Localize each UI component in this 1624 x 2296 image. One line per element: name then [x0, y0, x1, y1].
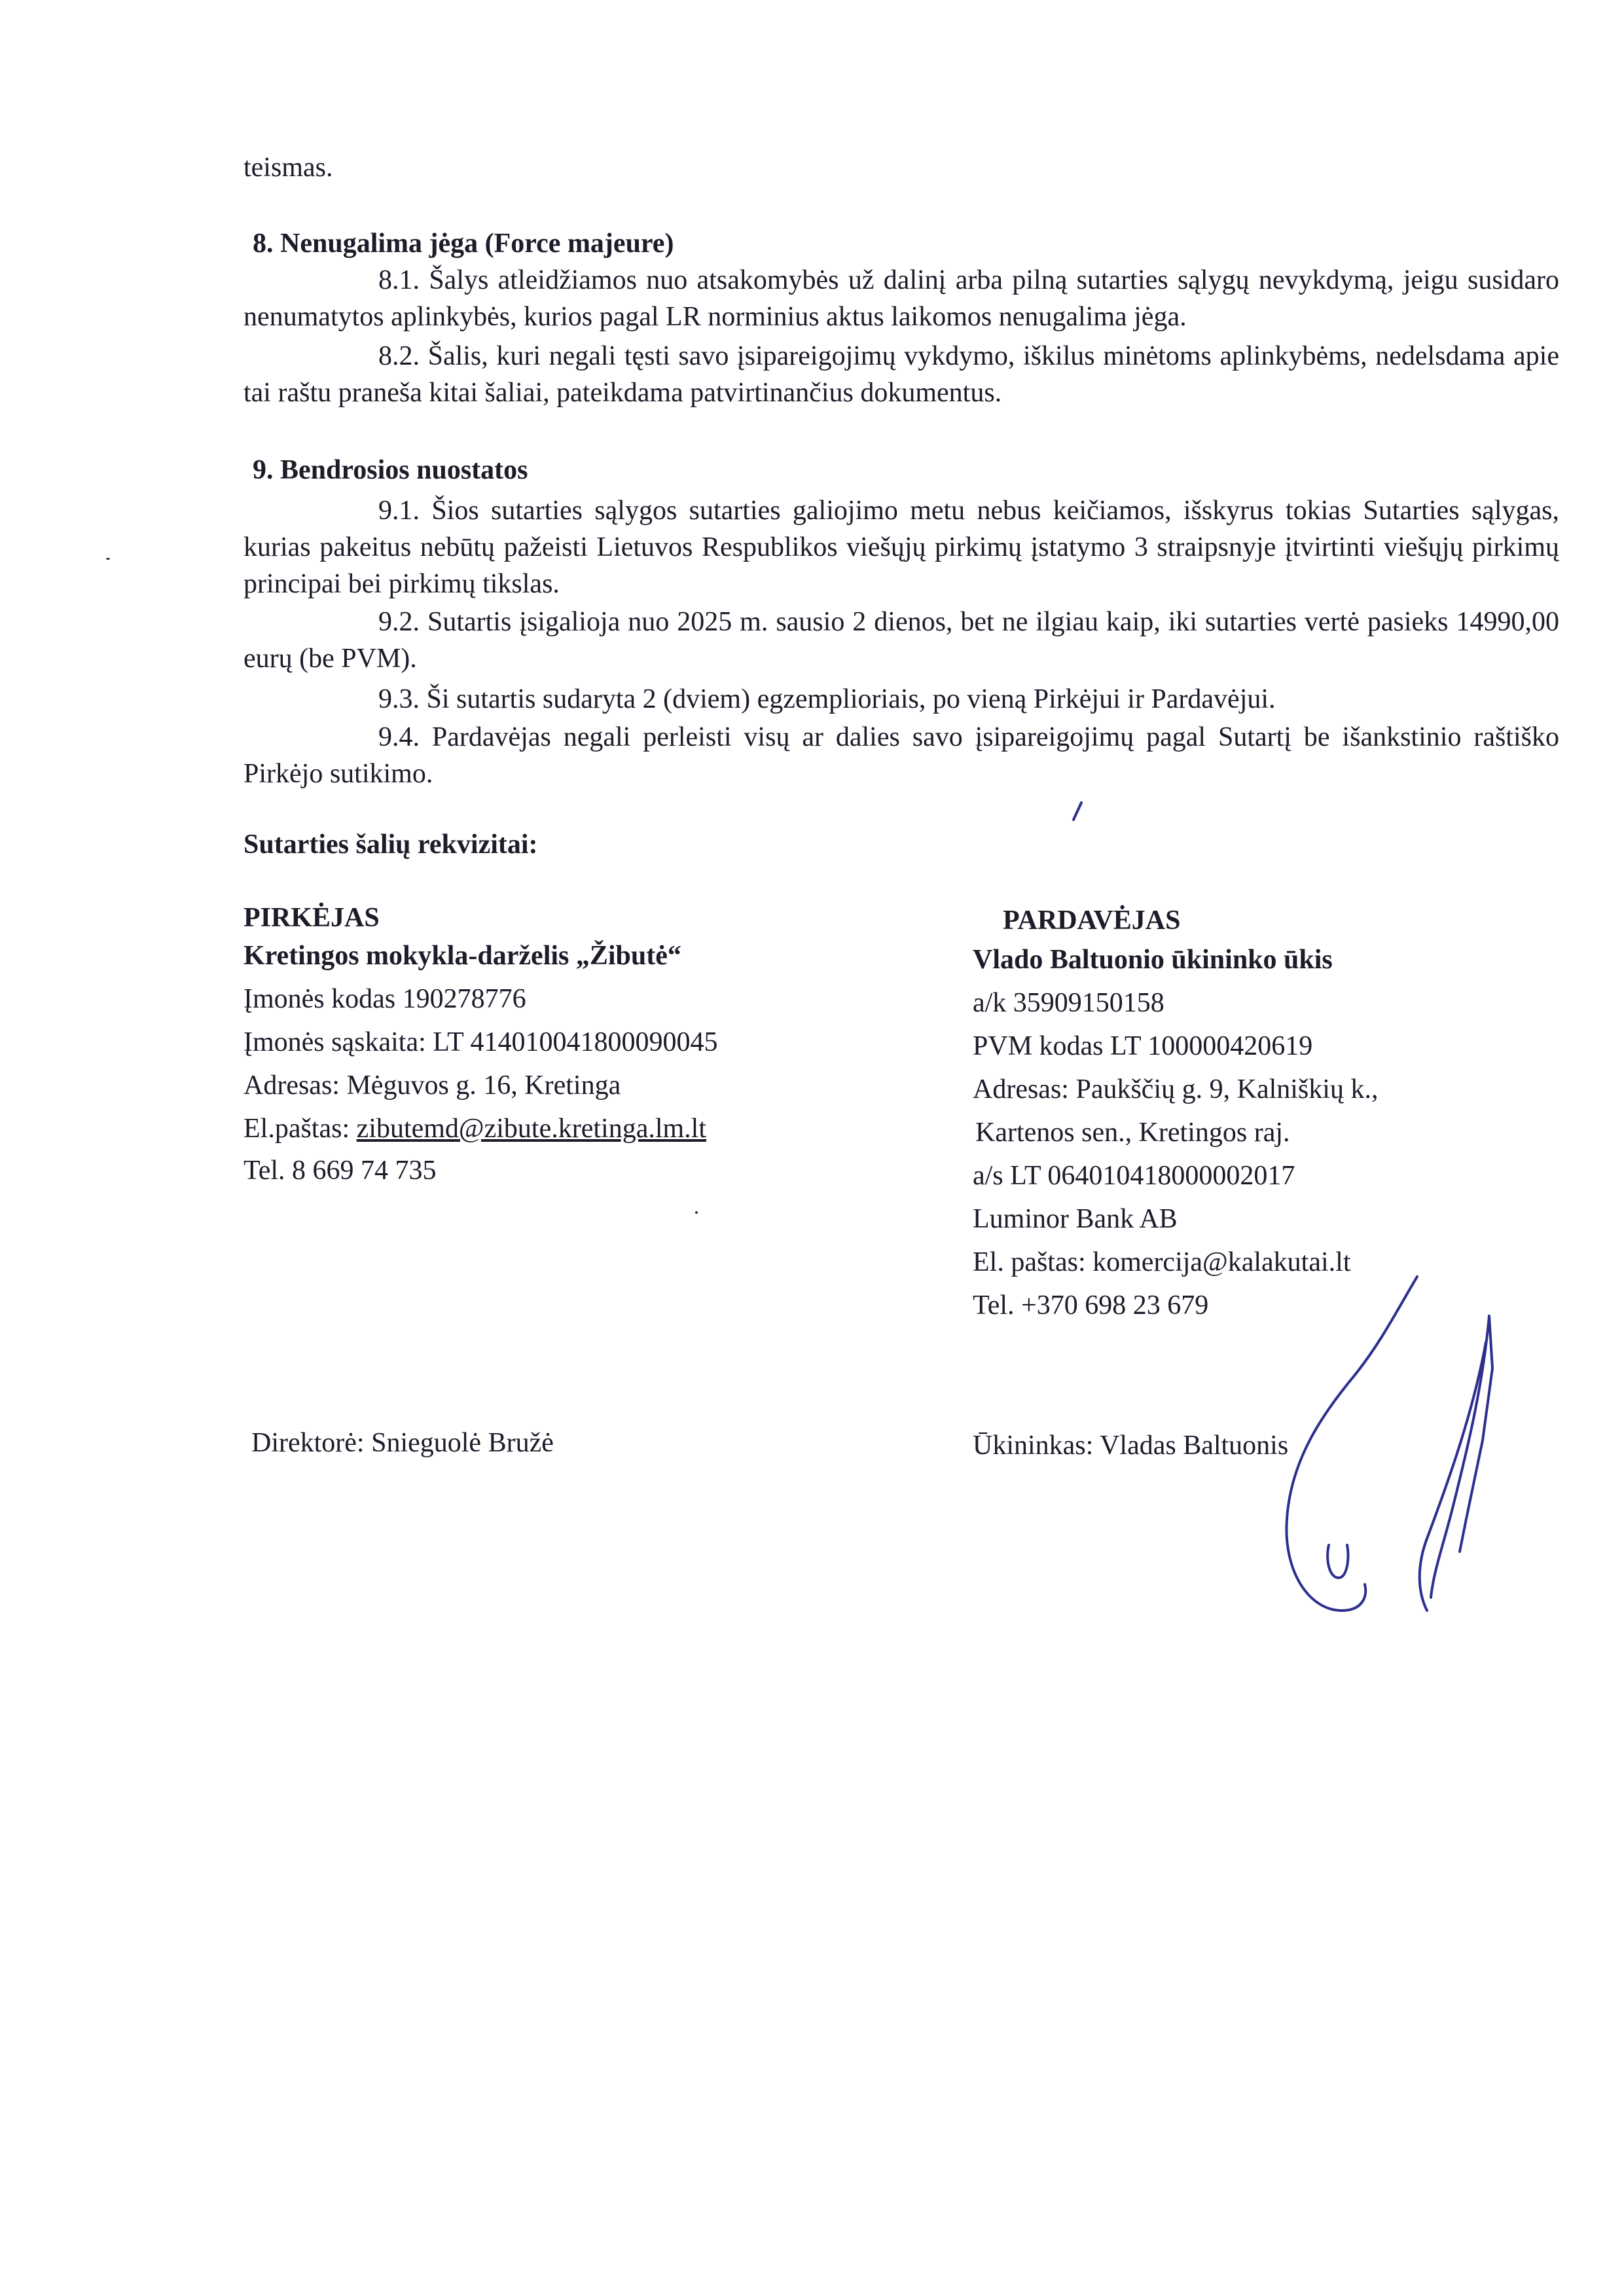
buyer-email-label: El.paštas:: [244, 1114, 357, 1144]
buyer-name: Kretingos mokykla-darželis „Žibutė“: [244, 941, 681, 971]
seller-role: PARDAVĖJAS: [1003, 905, 1181, 936]
scan-speck: [106, 558, 110, 560]
section-9-3-paragraph: 9.3. Ši sutartis sudaryta 2 (dviem) egzemplioriais, po vieną Pirkėjui ir Pardavėjui.: [378, 684, 1276, 714]
section-9-heading: 9. Bendrosios nuostatos: [253, 455, 528, 485]
buyer-address: Adresas: Mėguvos g. 16, Kretinga: [244, 1070, 621, 1101]
section-9-2-paragraph: 9.2. Sutartis įsigalioja nuo 2025 m. sausio 2 dienos, bet ne ilgiau kaip, iki sutarties vertė pasieks 14990,00 eurų (be PVM).: [244, 607, 1559, 674]
seller-email: El. paštas: komercija@kalakutai.lt: [973, 1247, 1351, 1277]
scan-speck: [695, 1211, 698, 1214]
seller-address-line2: Kartenos sen., Kretingos raj.: [975, 1118, 1290, 1148]
section-8-1-paragraph: 8.1. Šalys atleidžiamos nuo atsakomybės už dalinį arba pilną sutarties sąlygų nevykdymą, jeigu susidaro nenumatytos aplinkybės, kurios pagal LR norminius aktus laikomos nenugalima jėga.: [244, 265, 1559, 332]
seller-name: Vlado Baltuonio ūkininko ūkis: [973, 945, 1333, 975]
seller-personal-code: a/k 35909150158: [973, 988, 1164, 1018]
requisites-heading: Sutarties šalių rekvizitai:: [244, 829, 538, 860]
top-fragment: teismas.: [244, 153, 333, 183]
section-8-heading: 8. Nenugalima jėga (Force majeure): [253, 228, 674, 259]
section-8-2-paragraph: 8.2. Šalis, kuri negali tęsti savo įsipareigojimų vykdymo, iškilus minėtoms aplinkybėms, nedelsdama apie tai raštu praneša kitai šaliai, pateikdama patvirtinančius dokumentus.: [244, 341, 1559, 408]
seller-bank-account: a/s LT 064010418000002017: [973, 1161, 1295, 1191]
stray-mark: [1068, 800, 1084, 824]
section-9-4-paragraph: 9.4. Pardavėjas negali perleisti visų ar dalies savo įsipareigojimų pagal Sutartį be išankstinio raštiško Pirkėjo sutikimo.: [244, 722, 1559, 789]
seller-bank-name: Luminor Bank AB: [973, 1204, 1178, 1234]
handwritten-signature: [1231, 1270, 1506, 1650]
buyer-email-link[interactable]: zibutemd@zibute.kretinga.lm.lt: [356, 1114, 707, 1144]
buyer-email-line: [244, 1110, 706, 1147]
buyer-company-code: Įmonės kodas 190278776: [244, 984, 526, 1014]
seller-phone: Tel. +370 698 23 679: [973, 1290, 1209, 1321]
seller-signatory: Ūkininkas: Vladas Baltuonis: [973, 1430, 1289, 1461]
buyer-signatory: Direktorė: Snieguolė Bružė: [251, 1428, 554, 1458]
seller-address-line1: Adresas: Paukščių g. 9, Kalniškių k.,: [973, 1074, 1379, 1104]
buyer-bank-account: Įmonės sąskaita: LT 414010041800090045: [244, 1027, 718, 1057]
buyer-role: PIRKĖJAS: [244, 903, 380, 933]
buyer-phone: Tel. 8 669 74 735: [244, 1156, 437, 1186]
section-9-1-paragraph: 9.1. Šios sutarties sąlygos sutarties galiojimo metu nebus keičiamos, išskyrus tokias Sutarties sąlygas, kurias pakeitus nebūtų pažeisti Lietuvos Respublikos viešųjų pirkimų įstatymo 3 straipsnyje įtvirtinti viešųjų pirkimų principai bei pirkimų tikslas.: [244, 496, 1559, 599]
seller-vat-code: PVM kodas LT 100000420619: [973, 1031, 1313, 1061]
